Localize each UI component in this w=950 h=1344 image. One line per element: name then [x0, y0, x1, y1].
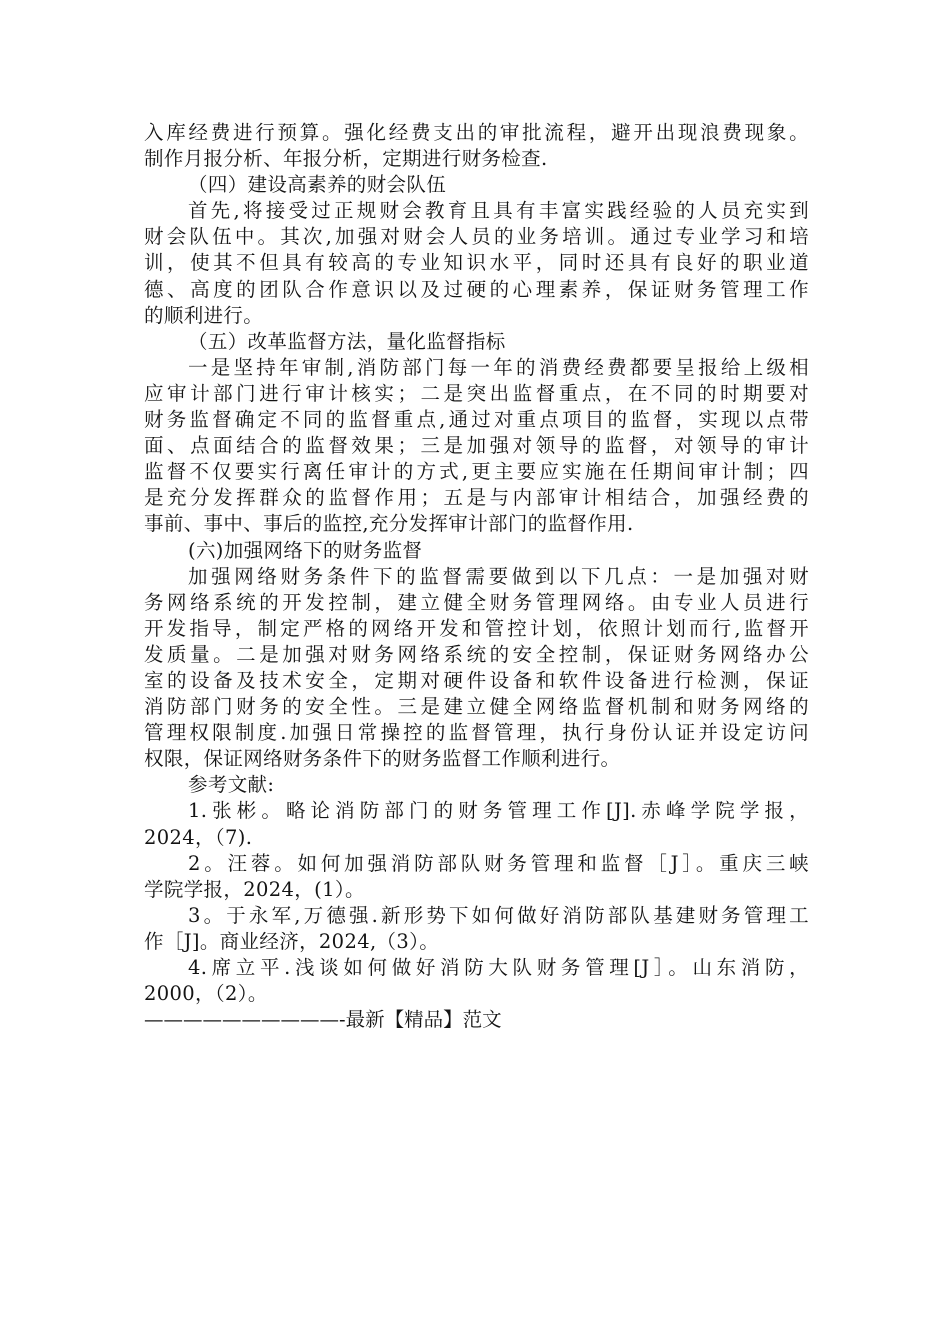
text-line: 2024，（7). — [144, 825, 253, 849]
section-heading: （四）建设高素养的财会队伍 — [188, 173, 447, 197]
text-line: 德、高度的团队合作意识以及过硬的心理素养，保证财务管理工作 — [144, 277, 809, 301]
text-line: 1.张彬。略论消防部门的财务管理工作[J].赤峰学院学报， — [188, 799, 809, 823]
text-line: 财会队伍中。其次,加强对财会人员的业务培训。通过专业学习和培 — [144, 225, 809, 249]
text-line: 参考文献: — [188, 773, 275, 797]
text-line: 发质量。二是加强对财务网络系统的安全控制，保证财务网络办公 — [144, 642, 809, 666]
text-line: 一是坚持年审制,消防部门每一年的消费经费都要呈报给上级相 — [188, 355, 809, 379]
text-line: 学院学报，2024，(1）。 — [144, 877, 365, 901]
text-line: 加强网络财务条件下的监督需要做到以下几点：一是加强对财 — [188, 564, 809, 588]
text-line: 权限，保证网络财务条件下的财务监督工作顺利进行。 — [144, 747, 621, 771]
text-line: 应审计部门进行审计核实；二是突出监督重点，在不同的时期要对 — [144, 381, 809, 405]
text-line: 4.席立平.浅谈如何做好消防大队财务管理[J］。山东消防， — [188, 956, 809, 979]
text-line: 财务监督确定不同的监督重点,通过对重点项目的监督，实现以点带 — [144, 408, 809, 432]
text-line: 2000，（2）。 — [144, 982, 268, 1006]
text-line: 制作月报分析、年报分析，定期进行财务检查. — [144, 147, 548, 171]
text-line: 3。于永军,万德强.新形势下如何做好消防部队基建财务管理工 — [188, 903, 809, 927]
text-line: 务网络系统的开发控制，建立健全财务管理网络。由专业人员进行 — [144, 590, 809, 614]
text-line: 开发指导，制定严格的网络开发和管控计划，依照计划而行,监督开 — [144, 616, 809, 640]
text-line: 室的设备及技术安全，定期对硬件设备和软件设备进行检测，保证 — [144, 668, 809, 692]
text-line: 监督不仅要实行离任审计的方式,更主要应实施在任期间审计制；四 — [144, 460, 809, 484]
document-body — [144, 120, 809, 1033]
text-line: 是充分发挥群众的监督作用；五是与内部审计相结合，加强经费的 — [144, 486, 809, 510]
text-line: 首先,将接受过正规财会教育且具有丰富实践经验的人员充实到 — [188, 199, 809, 223]
text-line: 管理权限制度.加强日常操控的监督管理，执行身份认证并设定访问 — [144, 721, 809, 745]
section-heading: (六)加强网络下的财务监督 — [188, 538, 423, 562]
text-line: 面、点面结合的监督效果；三是加强对领导的监督，对领导的审计 — [144, 434, 809, 458]
text-line: 的顺利进行。 — [144, 303, 264, 327]
text-line: 入库经费进行预算。强化经费支出的审批流程，避开出现浪费现象。 — [144, 121, 809, 144]
text-line: 训，使其不但具有较高的专业知识水平，同时还具有良好的职业道 — [144, 251, 809, 275]
footer-tagline: ——————————-最新【精品】范文 — [144, 1008, 502, 1032]
text-line: 事前、事中、事后的监控,充分发挥审计部门的监督作用. — [144, 512, 634, 536]
section-heading: （五）改革监督方法，量化监督指标 — [188, 329, 506, 353]
text-line: 2。汪蓉。如何加强消防部队财务管理和监督［J］。重庆三峡 — [188, 851, 809, 875]
text-line: 消防部门财务的安全性。三是建立健全网络监督机制和财务网络的 — [144, 695, 809, 719]
text-line: 作［J]。商业经济，2024,（3）。 — [144, 929, 440, 953]
